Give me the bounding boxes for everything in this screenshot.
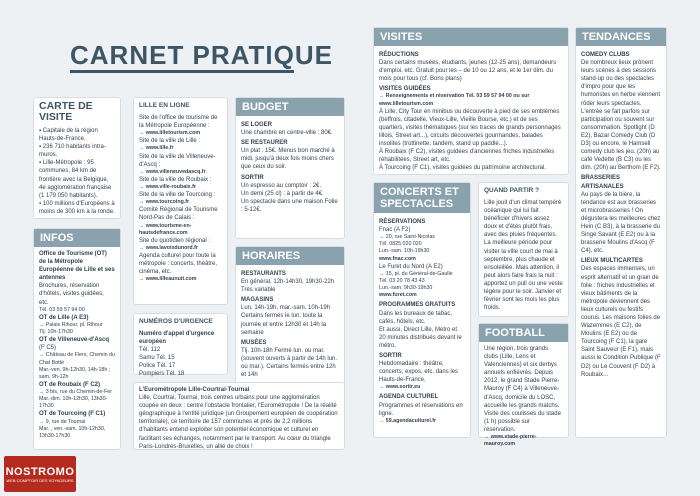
horaires-mus-title: MUSÉES: [241, 339, 267, 346]
concerts-prog-title: PROGRAMMES GRATUITS: [379, 302, 456, 309]
concerts-box: [373, 182, 471, 438]
horaires-rest-title: RESTAURANTS: [241, 271, 286, 277]
tendances-lieux: Des espaces immenses, un esprit alternatif et un grain de folie : friches industrielles et vieux bâtiments de la métropole deviennent des lieux culturels ou festifs courus. Les maisons folies de Wazemmes (E C2), de Moulins (E E2) ou de Tourcoing (F C1), la gare Saint Sauveur (E F1), mais aussi le Condition Publique (F D2) ou Le Couvent (F D2) à Roubaix...: [581, 266, 661, 378]
budget-body: [236, 116, 344, 217]
budget-box: [235, 97, 345, 239]
enligne-line: Site de la ville de Tourcoing :: [139, 192, 216, 199]
concerts-furet-web[interactable]: www.furet.com: [379, 292, 417, 299]
concerts-fnac-addr: → 20, rue Saint-Nicolas: [379, 234, 435, 241]
concerts-body: [374, 213, 470, 428]
visites-guid: À Lille, City Tour en minibus ou découverte à pied de ses emblèmes (beffrois, citadelle, Vieux-Lille, Vieille Bourse, etc.) et de ses quartiers, visites thématiques (sur les traces de grands personnages lillois, Street art...), circuits découvertes gourmandes, balades insolites (trottinette, tandem, stand up paddle...).: [379, 108, 561, 148]
visites-box: [373, 27, 569, 175]
concerts-sortir: Hebdomadaire : théâtre, concerts, expos, etc. dans les Hauts-de-France.: [379, 361, 459, 384]
eurometropole-body: [134, 383, 344, 454]
urgence-item: Pompiers Tél. 18: [139, 371, 185, 378]
office-text: Brochures, réservation d'hôtels, visites guidées, etc.: [39, 283, 104, 306]
enligne-link[interactable]: → www.villeneuvedascq.fr: [139, 168, 206, 175]
concerts-header: CONCERTS ET SPECTACLES: [374, 183, 470, 213]
enligne-link[interactable]: → www.lille.fr: [139, 145, 174, 152]
tendances-header: TENDANCES: [576, 28, 666, 46]
concerts-furet-addr: → 15, pl. du Général-de-Gaulle: [379, 270, 453, 277]
urgence-sub: Numéro d'appel d'urgence européen: [139, 331, 215, 346]
tendances-comedy: De nombreux lieux prônent leurs scènes à des sessions stand-up ou des spectacles d'impro pour que les humoristes en herbe viennent rôder leurs spectacles. L'entrée se fait parfois sur participation ou souvent sur consommation. Spotlight (D E2), Bazar Comedy Club (D D3) ou encore, le Hamsell comedy club les jeu. (20h) au café Vedette (B C3) ou les dim. (20h) au Berthom (E F2).: [581, 60, 661, 172]
ot-lille-title: OT de Lille (A E3): [39, 314, 89, 321]
quand-partir-box: [478, 182, 569, 317]
budget-header: BUDGET: [236, 98, 344, 116]
carte-item: ▪ Lille-Métropole : 95 communes, 84 km de frontière avec la Belgique, 4e agglomération française (1 179 050 habitants).: [39, 160, 112, 199]
budget-sortir: Un spectacle dans une maison Folie : 5-12€.: [241, 198, 338, 213]
ot-lille-addr: → Palais Rihour, pl. Rihour: [39, 321, 103, 328]
enligne-line: Site de la ville de Lille :: [139, 138, 201, 145]
football-header: FOOTBALL: [479, 324, 568, 342]
visites-body: [374, 46, 568, 176]
budget-restaurer: Un plat : 15€. Menus bon marché à midi, jusqu'à deux fois moins chers que ceux du soir.: [241, 148, 335, 171]
quand-text: Lille jouit d'un climat tempéré océanique qui lui fait bénéficier d'hivers assez doux et d'étés plutôt frais, avec des pluies fréquentes. La meilleure période pour visiter la ville court de mai à septembre, plus chaude et ensoleillée. Mais attention, il peut alors faire frais la nuit : apportez un pull ou une veste légère pour le soir. Janvier et février sont les mois les plus froids.: [484, 200, 563, 312]
urgence-body: [134, 327, 227, 382]
enligne-link[interactable]: → www.lilletourism.com: [139, 130, 201, 137]
office-title: Office de Tourisme (OT) de la Métropole Européenne de Lille et ses antennes: [39, 251, 115, 282]
budget-sortir-title: SORTIR: [241, 174, 264, 181]
urgence-item: Samu Tél. 15: [139, 355, 175, 362]
enligne-line: Site du quotidien régional :: [139, 237, 211, 244]
carte-body: [34, 124, 120, 219]
enligne-line: Comité Régional de Tourisme Nord-Pas de Calais :: [139, 207, 218, 222]
horaires-mag: Lun. 14h-19h, mar.-sam. 10h-19h Certains fermés le lun. toute la journée et entre 12h30 et 14h la semaine: [241, 305, 331, 336]
ot-villeneuve-hours: Mar.-ven. 9h-12h30, 14h-18h ; sam. 9h-12h: [39, 366, 111, 380]
visites-guid-tel[interactable]: → Renseignements et réservation Tél. 03 59 57 94 00 ou sur www.lilletourism.com: [379, 93, 530, 107]
enligne-line: Site de la ville de Roubaix :: [139, 176, 212, 183]
page-title: CARNET PRATIQUE: [70, 40, 333, 70]
eurometropole-text: Lille, Courtrai, Tournai, trois centres urbains pour une agglomération coupée en deux : centre l'obstacle frontalier, l'Eurométropole ! De la réalité géographique à l'entité juridique (un Groupement européen de coopération territoriale), ce territoire de 157 communes et près de 2,2 millions d'habitants entend exploiter son potentiel économique et culturel en facilitant ses échanges, notamment par le transport. Au cœur du triangle Paris-Londres-Bruxelles, un allié de choix !: [139, 395, 338, 450]
tendances-bras-title: BRASSERIES ARTISANALES: [581, 175, 624, 190]
ot-villeneuve-ref: (F C5): [39, 345, 56, 352]
horaires-rest: En général, 12h-14h30, 19h30-22h Très variable: [241, 279, 335, 294]
football-box: [478, 323, 569, 448]
visites-reduc: Dans certains musées, étudiants, jeunes (12-25 ans), demandeurs d'emploi, etc. Gratuit pour les – de 10 ou 12 ans, et le 1er dim. du mois pour tous (cf. Bons plans): [379, 60, 557, 83]
ot-tourcoing-title: OT de Tourcoing (F C1): [39, 411, 106, 418]
eurometropole-box: [133, 382, 345, 450]
lille-en-ligne-box: [133, 97, 228, 305]
quand-body: [479, 196, 568, 315]
concerts-furet-tel: Tél. 03 20 78 43 43: [379, 277, 425, 284]
ot-roubaix-addr: → 3 bis, rue du Chemin-de-Fer: [39, 389, 113, 396]
urgence-item: Tél. 112: [139, 347, 161, 354]
football-web[interactable]: → www.stade-pierre-mauroy.com: [484, 434, 537, 448]
concerts-sortir-web[interactable]: → www.sortir.eu: [379, 384, 421, 391]
visites-reduc-title: RÉDUCTIONS: [379, 52, 419, 58]
tendances-bras: Au pays de la bière, la tendance est aux brasseries et microbrasseries ! On dégustera les meilleures chez Hein (C B3), à la brasserie du Singe Savant (E E2) ou à la brasserie Moulins d'Ascq (F C4), etc.: [581, 191, 661, 255]
ot-tourcoing-addr: → 9, rue de Tournai: [39, 418, 86, 425]
concerts-furet: Le Furet du Nord (A E2): [379, 263, 443, 270]
tendances-lieux-title: LIEUX MULTICARTES: [581, 258, 643, 265]
enligne-line: Site de l'office de tourisme de la Métropole Européenne :: [139, 115, 218, 130]
football-text: Une région, trois grands clubs (Lille, Lens et Valenciennes) et six derbys annuels enfiévrés. Depuis 2012, le grand Stade Pierre-Mauroy (F C4) à Villeneuve-d'Ascq, domicile du LOSC, accueille les grands matchs. Visite des coulisses du stade (1 h) possible sur réservation.: [484, 346, 561, 433]
enligne-link[interactable]: → www.tourisme-en-hautsdefrance.com: [139, 222, 192, 236]
ot-villeneuve-title: OT de Villeneuve-d'Ascq: [39, 337, 110, 344]
budget-restaurer-title: SE RESTAURER: [241, 140, 288, 147]
visites-guid: À Roubaix (F C2), visites guidées d'anciennes friches industrielles réhabilitées, Street art, etc.: [379, 149, 555, 164]
carte-item: ▪ Capitale de la région Hauts-de-France.: [39, 128, 98, 143]
concerts-sortir-title: SORTIR: [379, 352, 402, 359]
horaires-body: [236, 265, 344, 382]
ot-roubaix-title: OT de Roubaix (F C2): [39, 381, 101, 388]
visites-guid-title: VISITES GUIDÉES: [379, 86, 431, 93]
infos-box: [33, 228, 121, 450]
concerts-agenda-web[interactable]: → 59.agendaculturel.fr: [379, 417, 437, 424]
football-body: [479, 342, 568, 451]
budget-loger: Une chambre en centre-ville : 80€.: [241, 130, 333, 137]
concerts-prog: Dans les bureaux de tabac, cafés, hôtels, etc.: [379, 310, 453, 325]
horaires-mus: Tlj. 10h-18h Fermé lun. ou mar. (souvent ouverts à partir de 14h lun. ou mar.). Certains fermés entre 12h et 14h: [241, 347, 338, 379]
tendances-body: [576, 46, 666, 382]
budget-loger-title: SE LOGER: [241, 122, 273, 128]
enligne-link[interactable]: → www.ville-roubaix.fr: [139, 183, 196, 190]
enligne-header: LILLE EN LIGNE: [139, 102, 190, 109]
tendances-comedy-title: COMEDY CLUBS: [581, 52, 630, 58]
concerts-fnac-web[interactable]: www.fnac.com: [379, 255, 416, 262]
concerts-fnac-hours: Lun.-sam. 10h-19h30: [379, 248, 430, 255]
concerts-furet-hours: Lun.-sam. 9h30-19h30: [379, 285, 433, 292]
budget-sortir: Un demi (25 cl) : à partir de 4€.: [241, 190, 324, 197]
carte-de-visite-box: [33, 97, 121, 219]
urgence-header: NUMÉROS D'URGENCE: [139, 318, 213, 325]
logo-sub: WEB COMPTOIR DES VOYAGEURS: [6, 478, 74, 483]
tendances-box: [575, 27, 667, 438]
carte-item: ▪ 100 millions d'Européens à moins de 300 km à la ronde.: [39, 200, 115, 215]
enligne-line: Agenda culturel pour toute la métropole : concerts, théâtre, cinéma, etc.: [139, 253, 218, 276]
enligne-line: Site de la ville de Villeneuve-d'Ascq :: [139, 153, 216, 168]
office-tel: Tél. 03 59 57 94 00: [39, 306, 85, 313]
enligne-link[interactable]: → www.lavoixdunord.fr: [139, 244, 198, 251]
concerts-agenda: Programmes et réservations en ligne.: [379, 402, 463, 417]
infos-body: [34, 247, 120, 443]
carte-item: ▪ 236 710 habitants intra-muros.: [39, 144, 106, 159]
concerts-agenda-title: AGENDA CULTUREL: [379, 394, 439, 401]
visites-header: VISITES: [374, 28, 568, 46]
horaires-header: HORAIRES: [236, 247, 344, 265]
carte-header: CARTE DE VISITE: [39, 100, 93, 123]
budget-sortir: Un espresso au comptoir : 2€.: [241, 182, 322, 189]
urgence-box: [133, 313, 228, 378]
concerts-prog: Et aussi, Direct Lille, Metro et 20 minutes distribués devant le métro.: [379, 326, 462, 349]
concerts-res-title: RÉSERVATIONS: [379, 219, 426, 225]
infos-header: INFOS: [34, 229, 120, 247]
nostromo-logo: [4, 456, 76, 492]
title-underline: [70, 70, 294, 73]
concerts-fnac: Fnac (A F2): [379, 227, 411, 234]
ot-lille-hours: Tlj. 10h-17h30: [39, 329, 73, 336]
urgence-item: Police Tél. 17: [139, 363, 176, 370]
enligne-body: [134, 111, 227, 286]
horaires-mag-title: MAGASINS: [241, 297, 274, 304]
eurometropole-title: L'Eurométropole Lille-Courtrai-Tournai: [139, 387, 250, 393]
quand-header: QUAND PARTIR ?: [484, 187, 540, 194]
ot-tourcoing-hours: Mar. , ven.-sam. 10h-12h30, 13h30-17h30: [39, 425, 106, 439]
logo-name: NOSTROMO: [5, 466, 75, 478]
concerts-fnac-tel: Tél. 0825 020 020: [379, 241, 422, 248]
enligne-link[interactable]: → www.tourcoing.fr: [139, 199, 190, 206]
visites-guid: À Tourcoing (F C1), visites guidées du patrimoine architectural.: [379, 165, 546, 172]
ot-villeneuve-addr: → Château de Flers, Chemin du Chat Botté: [39, 352, 115, 366]
ot-roubaix-hours: Mar.-dim. 10h-12h30, 13h30-17h30: [39, 396, 108, 410]
enligne-link[interactable]: → www.lilleaunuit.com: [139, 276, 197, 283]
